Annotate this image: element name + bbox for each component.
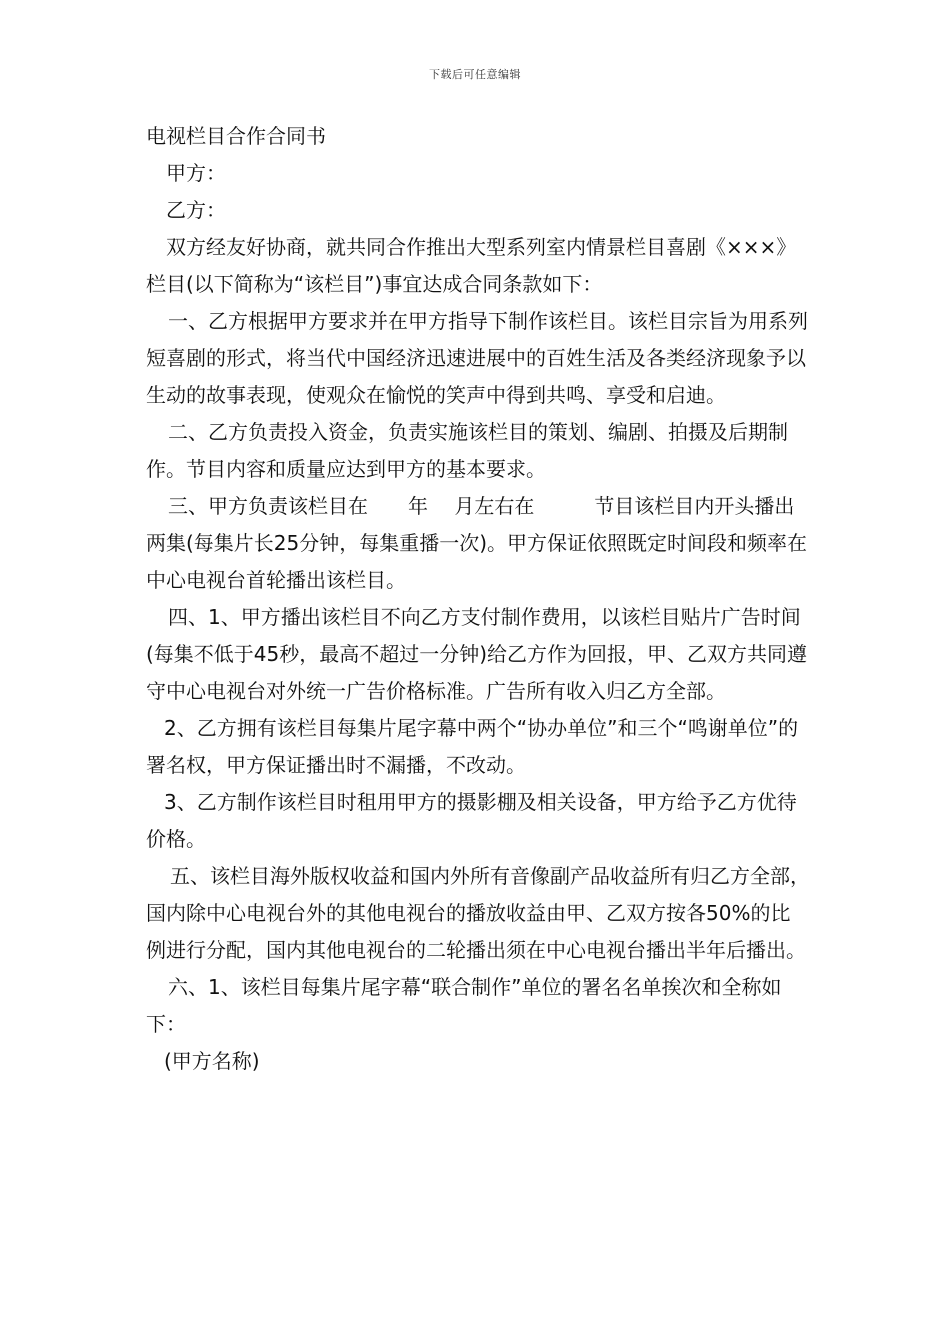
- party-a-name-placeholder: (甲方名称): [164, 1049, 260, 1073]
- preamble-paragraph: 双方经友好协商，就共同合作推出大型系列室内情景栏目喜剧《×××》栏目(以下简称为“该栏目”)事宜达成合同条款如下：: [146, 235, 797, 296]
- clause-4-3: 3、乙方制作该栏目时租用甲方的摄影棚及相关设备，甲方给予乙方优待价格。: [146, 790, 797, 851]
- clause-4-1: 四、1、甲方播出该栏目不向乙方支付制作费用，以该栏目贴片广告时间(每集不低于45秒，最高不超过一分钟)给乙方作为回报，甲、乙双方共同遵守中心电视台对外统一广告价格标准。广告所有收入归乙方全部。: [146, 605, 808, 703]
- clause-6-1: 六、1、该栏目每集片尾字幕“联合制作”单位的署名名单挨次和全称如下：: [146, 975, 782, 1036]
- header-note: 下载后可任意编辑: [429, 68, 521, 81]
- party-b-line: 乙方：: [166, 198, 226, 222]
- party-a-line: 甲方：: [166, 161, 226, 185]
- clause-1: 一、乙方根据甲方要求并在甲方指导下制作该栏目。该栏目宗旨为用系列短喜剧的形式，将当代中国经济迅速进展中的百姓生活及各类经济现象予以生动的故事表现，使观众在愉悦的笑声中得到共鸣、享受和启迪。: [146, 309, 808, 407]
- clause-5: 五、该栏目海外版权收益和国内外所有音像副产品收益所有归乙方全部，国内除中心电视台外的其他电视台的播放收益由甲、乙双方按各50%的比例进行分配，国内其他电视台的二轮播出须在中心电视台播出半年后播出。: [146, 864, 810, 962]
- contract-title: 电视栏目合作合同书: [146, 124, 326, 148]
- clause-2: 二、乙方负责投入资金，负责实施该栏目的策划、编剧、拍摄及后期制作。节目内容和质量应达到甲方的基本要求。: [146, 420, 788, 481]
- clause-4-2: 2、乙方拥有该栏目每集片尾字幕中两个“协办单位”和三个“鸣谢单位”的署名权，甲方保证播出时不漏播，不改动。: [146, 716, 799, 777]
- clause-3: 三、甲方负责该栏目在 年 月左右在 节目该栏目内开头播出两集(每集片长25分钟，每集重播一次)。甲方保证依照既定时间段和频率在中心电视台首轮播出该栏目。: [146, 494, 808, 592]
- contract-body: [146, 118, 810, 1080]
